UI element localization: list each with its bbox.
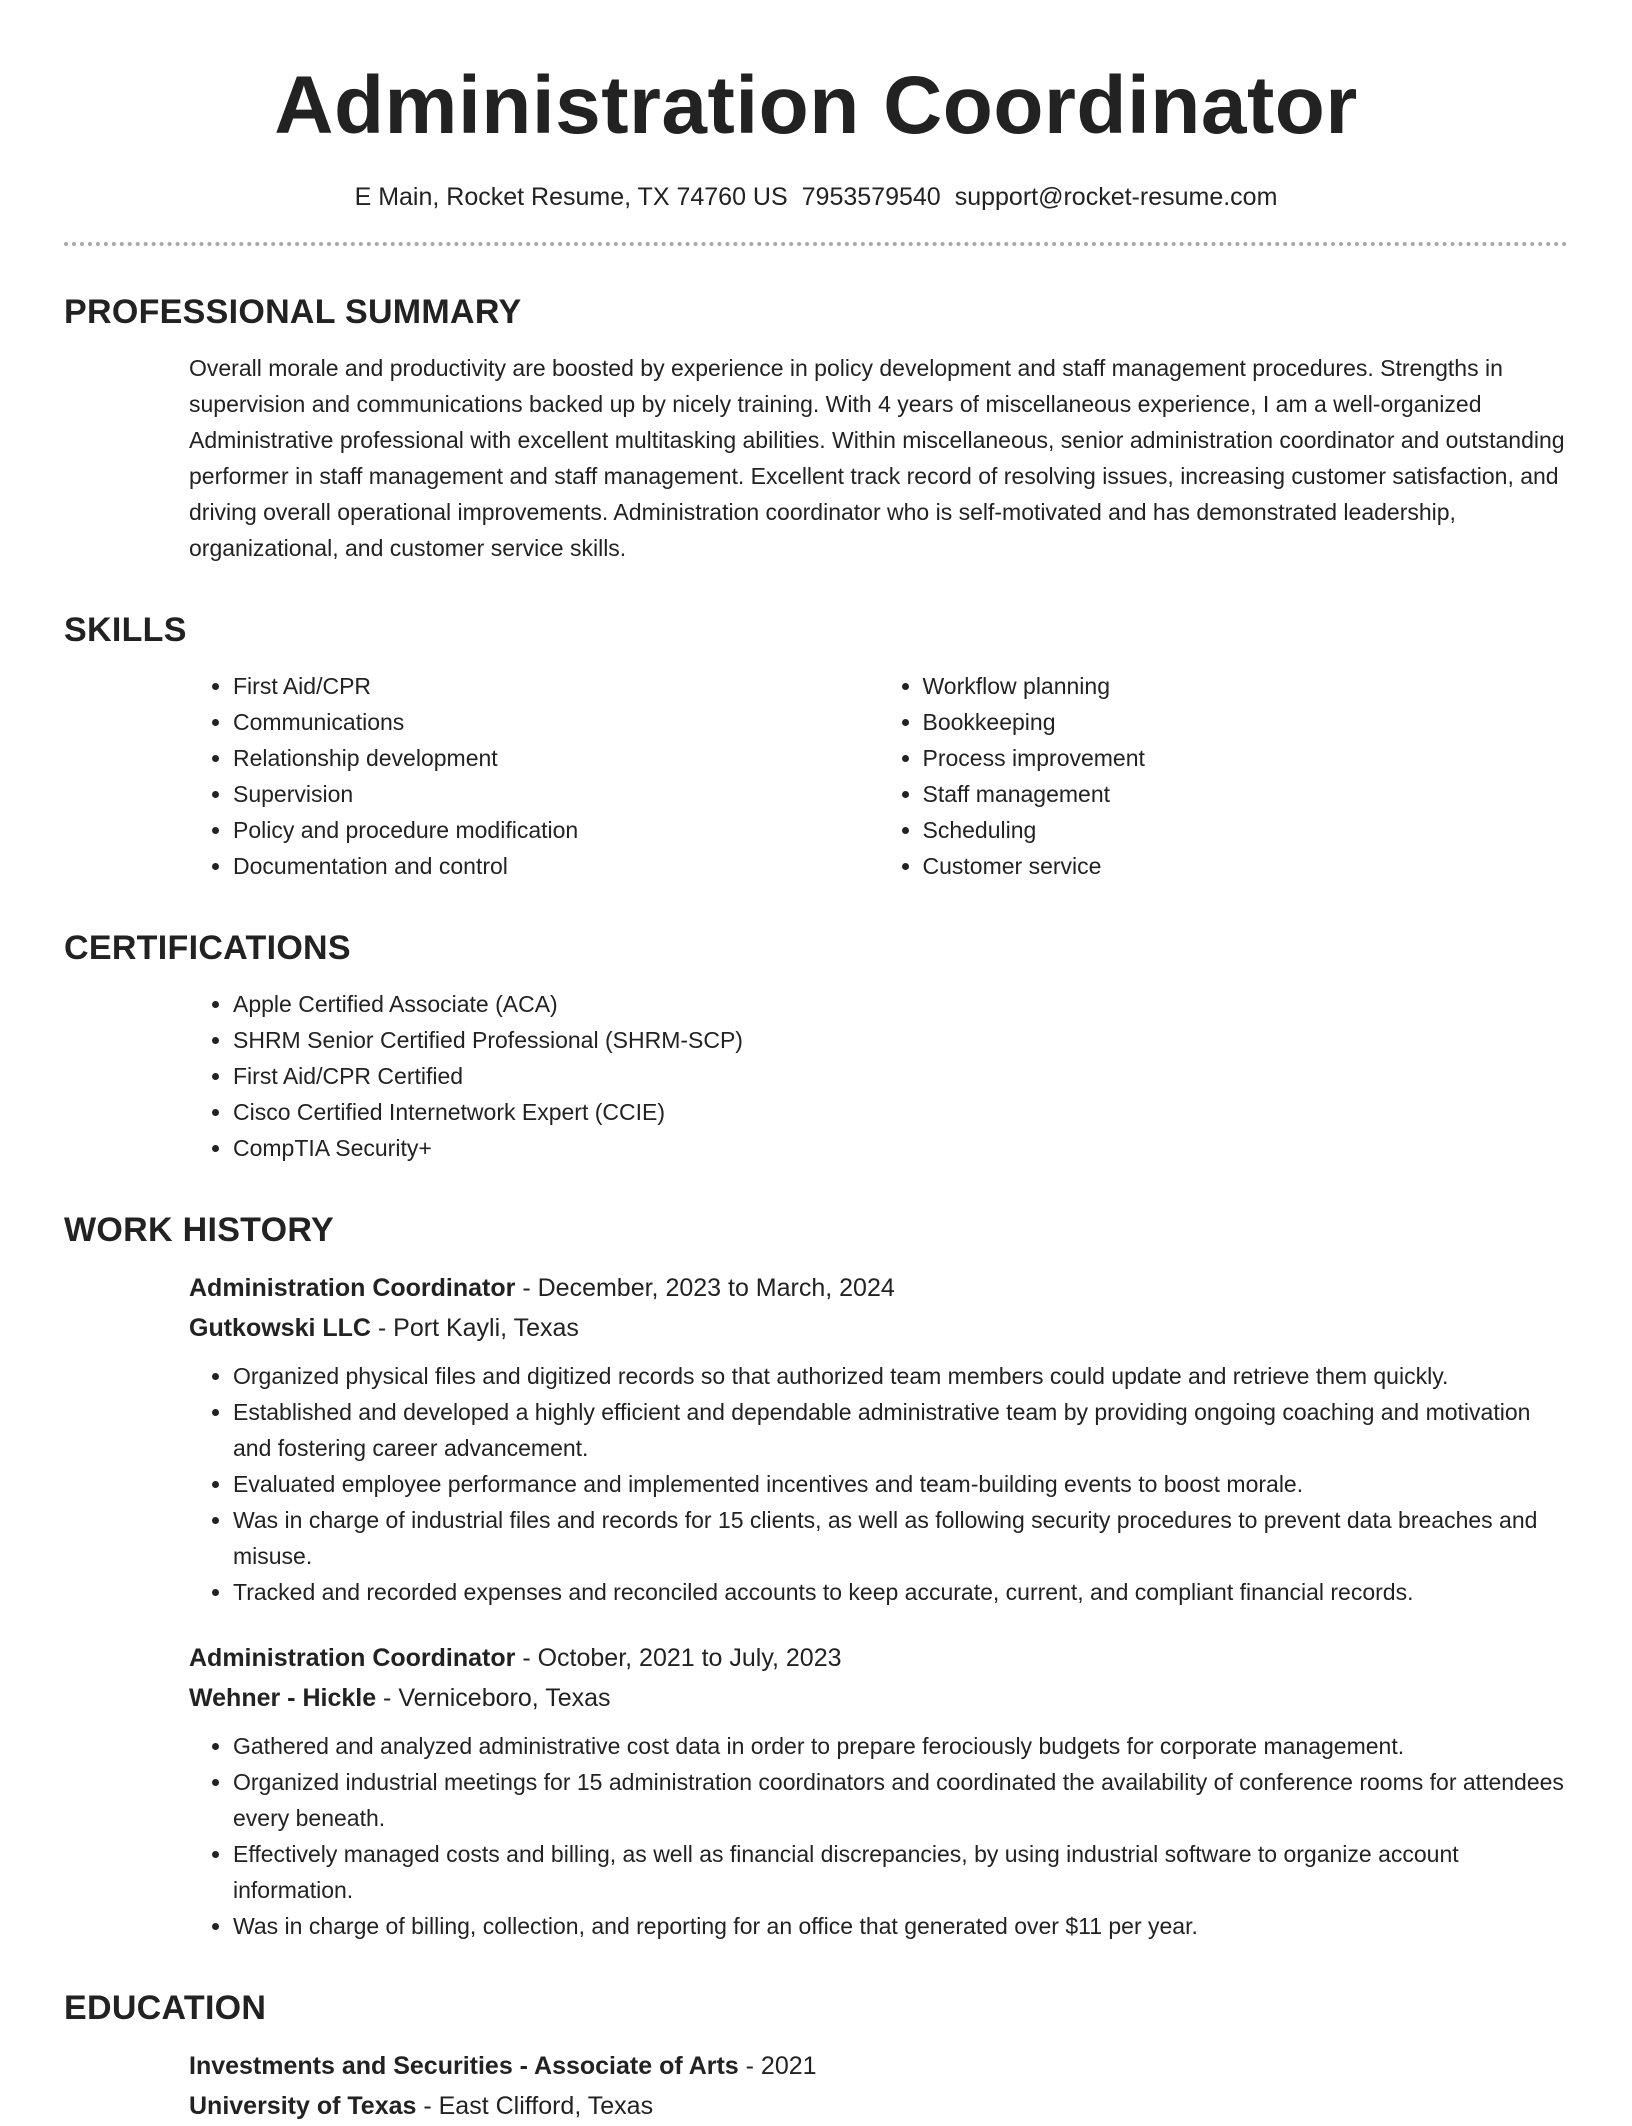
job-entry	[189, 1268, 1568, 1610]
job-company: Wehner - Hickle	[189, 1684, 377, 1712]
job-dates: - December, 2023 to March, 2024	[515, 1274, 895, 1302]
contact-phone: 7953579540	[801, 183, 941, 211]
skill-item: • Customer service	[923, 848, 1569, 884]
certification-item: • First Aid/CPR Certified	[233, 1058, 1568, 1094]
certification-item: • Apple Certified Associate (ACA)	[233, 986, 1568, 1022]
job-bullet: • Organized industrial meetings for 15 administration coordinators and coordinated the availability of conference rooms for attendees every beneath.	[233, 1764, 1568, 1836]
header-divider	[64, 242, 1568, 246]
job-location: - Port Kayli, Texas	[370, 1314, 579, 1342]
skill-item: • Relationship development	[233, 740, 879, 776]
education-location: - East Clifford, Texas	[416, 2092, 654, 2120]
contact-address: E Main, Rocket Resume, TX 74760 US	[354, 183, 788, 211]
job-bullet: • Was in charge of industrial files and records for 15 clients, as well as following security procedures to prevent data breaches and misuse.	[233, 1502, 1568, 1574]
summary-text: Overall morale and productivity are boosted by experience in policy development and staff management procedures. Strengths in supervision and communications backed up by nicely training. With 4 years of miscellaneous experience, I am a well-organized Administrative professional with excellent multitasking abilities. Within miscellaneous, senior administration coordinator and outstanding performer in staff management and staff management. Excellent track record of resolving issues, increasing customer satisfaction, and driving overall operational improvements. Administration coordinator who is self-motivated and has demonstrated leadership, organizational, and customer service skills.	[189, 355, 1565, 561]
skill-item: • Communications	[233, 704, 879, 740]
job-bullet: • Effectively managed costs and billing, as well as financial discrepancies, by using industrial software to organize account information.	[233, 1836, 1568, 1908]
job-role-line	[189, 1268, 1568, 1308]
job-bullet: • Tracked and recorded expenses and reconciled accounts to keep accurate, current, and compliant financial records.	[233, 1574, 1568, 1610]
job-bullet: • Was in charge of billing, collection, and reporting for an office that generated over $11 per year.	[233, 1908, 1568, 1944]
job-company: Gutkowski LLC	[189, 1314, 371, 1342]
education-degree-line	[189, 2046, 1568, 2086]
job-entry	[189, 1638, 1568, 1944]
skill-item: • Bookkeeping	[923, 704, 1569, 740]
certifications-title: CERTIFICATIONS	[64, 929, 351, 967]
education-section	[64, 1988, 1568, 2126]
job-company-line	[189, 1308, 1568, 1348]
skill-item: • Staff management	[923, 776, 1569, 812]
job-bullet: • Organized physical files and digitized records so that authorized team members could update and retrieve them quickly.	[233, 1358, 1568, 1394]
skill-item: • Scheduling	[923, 812, 1569, 848]
job-dates: - October, 2021 to July, 2023	[515, 1644, 842, 1672]
certifications-section	[64, 928, 1568, 1166]
work-history-section	[64, 1210, 1568, 1944]
education-title: EDUCATION	[64, 1989, 267, 2027]
job-bullet: • Evaluated employee performance and implemented incentives and team-building events to boost morale.	[233, 1466, 1568, 1502]
skill-item: • Workflow planning	[923, 668, 1569, 704]
job-role: Administration Coordinator	[189, 1274, 516, 1302]
skill-item: • Supervision	[233, 776, 879, 812]
skill-item: • First Aid/CPR	[233, 668, 879, 704]
candidate-name: Administration Coordinator	[274, 60, 1358, 151]
job-bullets	[189, 1728, 1568, 1944]
job-bullets	[189, 1358, 1568, 1610]
job-role-line	[189, 1638, 1568, 1678]
job-company-line	[189, 1678, 1568, 1718]
education-degree: Investments and Securities - Associate of Arts	[189, 2052, 739, 2080]
skill-item: • Process improvement	[923, 740, 1569, 776]
certification-item: • SHRM Senior Certified Professional (SHRM-SCP)	[233, 1022, 1568, 1058]
job-role: Administration Coordinator	[189, 1644, 516, 1672]
education-school: University of Texas	[189, 2092, 417, 2120]
job-bullet: • Gathered and analyzed administrative cost data in order to prepare ferociously budgets for corporate management.	[233, 1728, 1568, 1764]
skills-section	[64, 610, 1568, 884]
summary-title: PROFESSIONAL SUMMARY	[64, 293, 522, 331]
work-history-title: WORK HISTORY	[64, 1211, 334, 1249]
job-location: - Verniceboro, Texas	[376, 1684, 611, 1712]
certification-item: • CompTIA Security+	[233, 1130, 1568, 1166]
skill-item: • Documentation and control	[233, 848, 879, 884]
certification-item: • Cisco Certified Internetwork Expert (CCIE)	[233, 1094, 1568, 1130]
skills-list-left	[189, 668, 879, 884]
skills-list-right	[879, 668, 1569, 884]
education-school-line	[189, 2086, 1568, 2126]
job-bullet: • Established and developed a highly efficient and dependable administrative team by providing ongoing coaching and motivation and fostering career advancement.	[233, 1394, 1568, 1466]
summary-section	[64, 292, 1568, 566]
certifications-list	[189, 986, 1568, 1166]
skill-item: • Policy and procedure modification	[233, 812, 879, 848]
education-year: - 2021	[738, 2052, 817, 2080]
contact-line	[64, 180, 1568, 214]
contact-email: support@rocket-resume.com	[954, 183, 1278, 211]
skills-title: SKILLS	[64, 611, 187, 649]
